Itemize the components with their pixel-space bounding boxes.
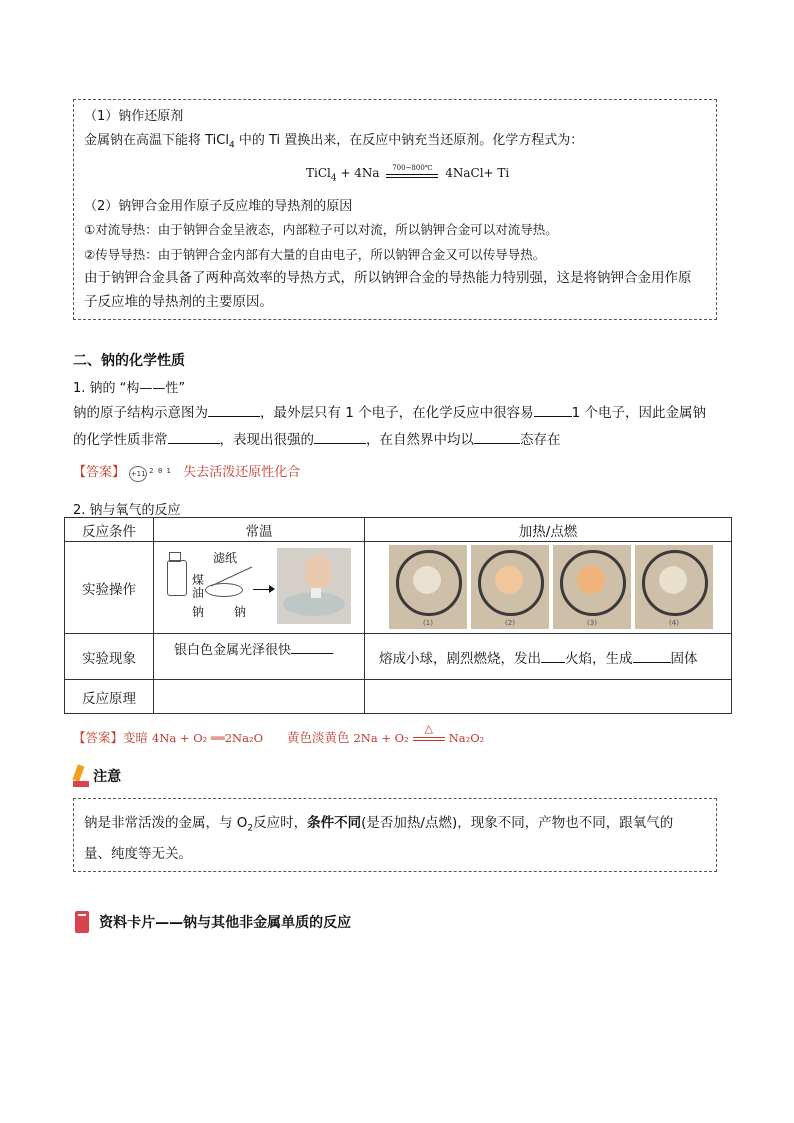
box-heading-2: （2）钠钾合金用作原子反应堆的导热剂的原因 bbox=[84, 199, 353, 214]
label-sodium-1: 钠 bbox=[192, 604, 205, 619]
label-filter-paper: 滤纸 bbox=[213, 550, 238, 565]
answer-1: 【答案】 +11 2 8 1 失去活泼还原性化合 bbox=[73, 465, 301, 480]
row-label-operation: 实验操作 bbox=[65, 542, 154, 634]
note-line-2: 量、纯度等无关。 bbox=[84, 846, 192, 862]
photo-cutting-sodium bbox=[277, 548, 351, 624]
answer-2: 【答案】变暗 4Na + O₂ ══2Na₂O 黄色淡黄色 2Na + O₂ △ Na₂O₂ bbox=[73, 721, 485, 745]
note-line-1: 钠是非常活泼的金属，与 $O_2$反应时，条件不同(是否加热/点燃)，现象不同，产物也不同，跟氧气的 bbox=[84, 815, 674, 834]
note-box bbox=[73, 798, 717, 872]
header-heating: 加热/点燃 bbox=[365, 518, 732, 542]
book-icon bbox=[75, 911, 89, 933]
pencil-icon bbox=[73, 765, 89, 787]
box-line-conduction: ②传导导热：由于钠钾合金内部有大量的自由电子，所以钠钾合金又可以传导导热。 bbox=[84, 247, 546, 262]
subsection-sodium-oxygen: 2. 钠与氧气的反应 bbox=[73, 503, 181, 518]
equation-ticl4: TiCl$_4$ + 4Na 700~800℃ 4NaCl+ Ti bbox=[306, 163, 510, 184]
box-heading-1: （1）钠作还原剂 bbox=[84, 109, 184, 124]
box-line-summary-2: 子反应堆的导热剂的主要原因。 bbox=[84, 294, 273, 310]
atom-structure-diagram: +11 2 8 1 bbox=[129, 464, 179, 482]
phenomenon-heating: 熔成小球，剧烈燃烧，发出 火焰，生成 固体 bbox=[365, 634, 732, 680]
row-label-phenomenon: 实验现象 bbox=[65, 634, 154, 680]
principle-room-temp bbox=[154, 680, 365, 714]
label-kerosene: 煤油 bbox=[192, 572, 205, 600]
data-card-heading: 资料卡片——钠与其他非金属单质的反应 bbox=[75, 911, 351, 933]
burning-photo-4: (4) bbox=[635, 545, 713, 629]
header-room-temp: 常温 bbox=[154, 518, 365, 542]
box-paragraph-1: 金属钠在高温下能将 TiCl$_4$ 中的 Ti 置换出来，在反应中钠充当还原剂。化学方程式为： bbox=[84, 133, 584, 151]
burning-photo-2: (2) bbox=[471, 545, 549, 629]
box-line-summary-1: 由于钠钾合金具备了两种高效率的导热方式，所以钠钾合金的导热能力特别强，这是将钠钾合金用作原 bbox=[84, 270, 692, 286]
figure-cut-sodium bbox=[154, 542, 365, 634]
fill-in-paragraph-line-2: 的化学性质非常 ，表现出很强的 ，在自然界中均以 态存在 bbox=[73, 432, 561, 448]
box-line-convection: ①对流导热：由于钠钾合金呈液态，内部粒子可以对流，所以钠钾合金可以对流导热。 bbox=[84, 222, 558, 237]
experiment-table bbox=[64, 517, 732, 714]
figure-burning-sequence bbox=[365, 542, 732, 634]
fill-in-paragraph-line-1: 钠的原子结构示意图为 ，最外层只有 1 个电子，在化学反应中很容易 1 个电子，因此金属钠 bbox=[73, 405, 707, 421]
info-box-sodium-reductant bbox=[73, 99, 717, 320]
heat-condition-arrow: △ bbox=[413, 733, 445, 745]
label-sodium-2: 钠 bbox=[234, 604, 247, 619]
row-label-principle: 反应原理 bbox=[65, 680, 154, 714]
section-title-chemical-properties: 二、钠的化学性质 bbox=[73, 353, 185, 369]
burning-photo-1: (1) bbox=[389, 545, 467, 629]
equation-condition-arrow: 700~800℃ bbox=[386, 167, 438, 181]
note-heading: 注意 bbox=[73, 765, 121, 791]
header-condition: 反应条件 bbox=[65, 518, 154, 542]
burning-photo-3: (3) bbox=[553, 545, 631, 629]
phenomenon-room-temp: 银白色金属光泽很快 bbox=[154, 634, 365, 680]
principle-heating bbox=[365, 680, 732, 714]
subsection-structure-property: 1. 钠的 “构——性” bbox=[73, 381, 186, 396]
